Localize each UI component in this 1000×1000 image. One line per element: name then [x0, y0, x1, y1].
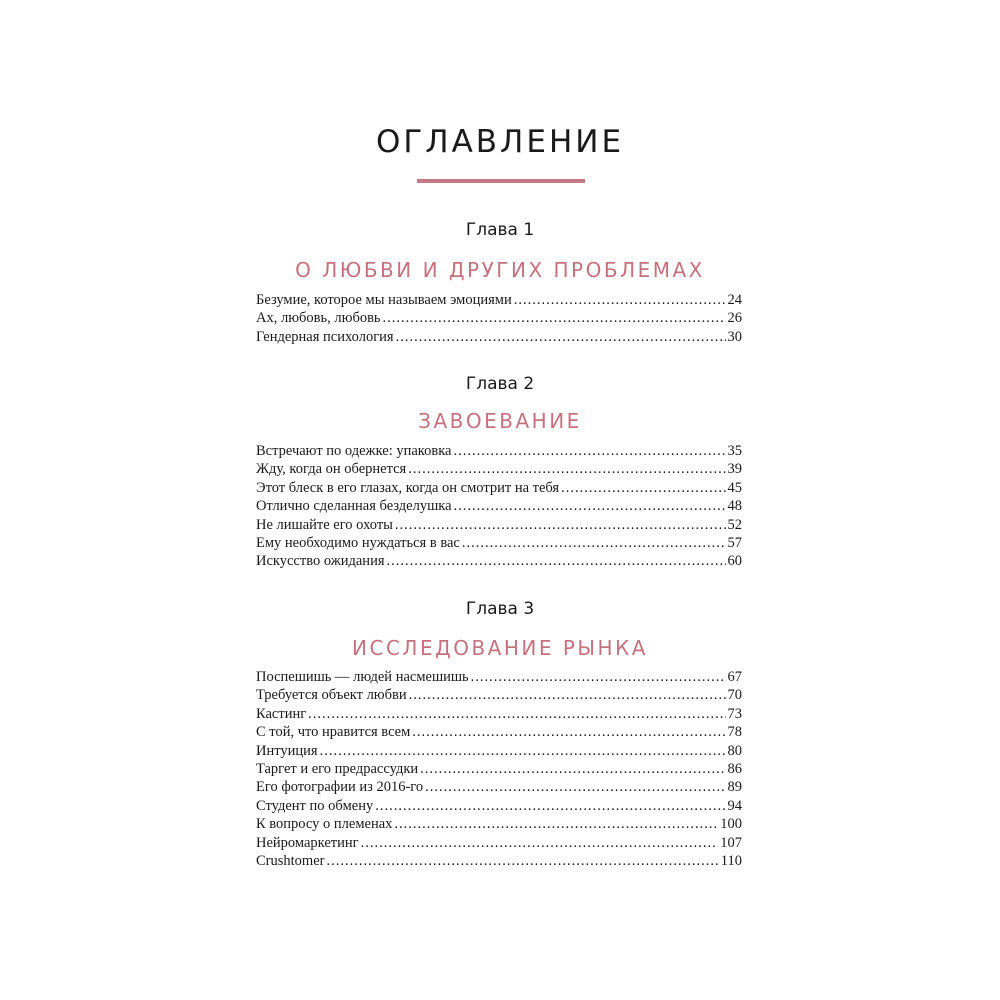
toc-entry[interactable]: [256, 498, 742, 516]
toc-entry[interactable]: [256, 853, 742, 871]
toc-entry[interactable]: [256, 779, 742, 797]
toc-entry-page: 86: [727, 760, 742, 777]
toc-entry-title: Гендерная психология: [256, 328, 394, 345]
toc-entry-page: 80: [727, 742, 742, 759]
toc-entry-title: Требуется объект любви: [256, 687, 407, 704]
toc-entry-title: Встречают по одежке: упаковка: [256, 443, 452, 459]
toc-entry-title: Этот блеск в его глазах, когда он смотрит на тебя: [256, 479, 560, 496]
dot-leader: [395, 517, 726, 534]
chapter-1-label: Глава 1: [465, 220, 535, 240]
toc-entry-page: 67: [727, 669, 742, 685]
toc-entry-title: Не лишайте его охоты: [256, 516, 393, 533]
toc-entry[interactable]: [256, 461, 742, 479]
toc-entry[interactable]: [256, 310, 742, 328]
dot-leader: [454, 498, 726, 515]
toc-entry[interactable]: [256, 535, 742, 553]
toc-entry-page: 30: [727, 328, 742, 345]
dot-leader: [375, 798, 725, 815]
dot-leader: [453, 443, 725, 460]
page-title: ОГЛАВЛЕНИЕ: [375, 124, 625, 160]
toc-entry-title: Отлично сделанная безделушка: [256, 498, 452, 515]
toc-entry[interactable]: [256, 669, 742, 687]
toc-entry-page: 94: [727, 797, 742, 814]
toc-entry[interactable]: [256, 816, 742, 834]
toc-entry[interactable]: [256, 292, 742, 310]
toc-entry-title: Поспешишь — людей насмешишь: [256, 669, 469, 685]
toc-entry-page: 39: [727, 461, 742, 478]
dot-leader: [514, 292, 726, 309]
toc-entry-page: 45: [727, 479, 742, 496]
chapter-1-entries: [256, 292, 742, 347]
toc-entry[interactable]: [256, 761, 742, 779]
dot-leader: [396, 329, 726, 346]
toc-entry-page: 52: [727, 516, 742, 533]
toc-entry-page: 26: [727, 310, 742, 327]
toc-entry-title: Интуиция: [256, 742, 318, 759]
toc-entry-title: Искусство ожидания: [256, 553, 385, 570]
toc-entry[interactable]: [256, 517, 742, 535]
dot-leader: [408, 461, 725, 478]
title-divider: [417, 179, 585, 183]
toc-entry-page: 60: [727, 553, 742, 570]
toc-entry-page: 35: [727, 443, 742, 459]
chapter-2-entries: [256, 443, 742, 572]
chapter-3-entries: [256, 669, 742, 871]
dot-leader: [326, 853, 718, 870]
toc-entry-title: Ах, любовь, любовь: [256, 310, 381, 327]
dot-leader: [361, 835, 719, 852]
toc-entry[interactable]: [256, 443, 742, 461]
dot-leader: [320, 743, 726, 760]
toc-entry-title: Crushtomer: [256, 852, 325, 869]
dot-leader: [561, 480, 725, 497]
toc-entry-page: 73: [727, 705, 742, 722]
toc-entry-title: Таргет и его предрассудки: [256, 760, 419, 777]
toc-entry-page: 57: [727, 534, 742, 551]
chapter-1-title: О ЛЮБВИ И ДРУГИХ ПРОБЛЕМАХ: [295, 258, 705, 282]
toc-entry[interactable]: [256, 706, 742, 724]
dot-leader: [383, 310, 726, 327]
dot-leader: [425, 779, 725, 796]
toc-entry[interactable]: [256, 687, 742, 705]
toc-entry-title: Студент по обмену: [256, 797, 374, 814]
dot-leader: [387, 553, 726, 570]
toc-entry-page: 24: [727, 292, 742, 308]
chapter-2-title: ЗАВОЕВАНИЕ: [418, 409, 582, 433]
toc-entry-title: Ему необходимо нуждаться в вас: [256, 534, 460, 551]
dot-leader: [471, 669, 726, 686]
dot-leader: [394, 816, 718, 833]
toc-entry-page: 78: [727, 724, 742, 741]
toc-entry-page: 48: [727, 498, 742, 515]
dot-leader: [420, 761, 725, 778]
dot-leader: [462, 535, 726, 552]
toc-entry-page: 89: [727, 779, 742, 796]
toc-entry-page: 100: [720, 816, 742, 833]
toc-entry-title: Его фотографии из 2016-го: [256, 779, 424, 796]
chapter-3-label: Глава 3: [465, 599, 535, 619]
toc-entry-title: Кастинг: [256, 705, 307, 722]
toc-entry[interactable]: [256, 724, 742, 742]
toc-entry-page: 110: [720, 852, 742, 869]
chapter-2-label: Глава 2: [465, 374, 535, 394]
toc-entry[interactable]: [256, 798, 742, 816]
toc-entry-title: Жду, когда он обернется: [256, 461, 407, 478]
dot-leader: [409, 687, 726, 704]
toc-entry[interactable]: [256, 835, 742, 853]
dot-leader: [412, 724, 725, 741]
toc-entry[interactable]: [256, 329, 742, 347]
toc-entry-title: С той, что нравится всем: [256, 724, 411, 741]
toc-entry[interactable]: [256, 480, 742, 498]
chapter-3-title: ИССЛЕДОВАНИЕ РЫНКА: [352, 636, 648, 660]
toc-entry-page: 107: [720, 834, 742, 851]
toc-entry-page: 70: [727, 687, 742, 704]
toc-entry-title: Нейромаркетинг: [256, 834, 359, 851]
toc-entry[interactable]: [256, 553, 742, 571]
dot-leader: [308, 706, 725, 723]
toc-entry-title: К вопросу о племенах: [256, 816, 393, 833]
toc-entry[interactable]: [256, 743, 742, 761]
toc-entry-title: Безумие, которое мы называем эмоциями: [256, 292, 512, 308]
